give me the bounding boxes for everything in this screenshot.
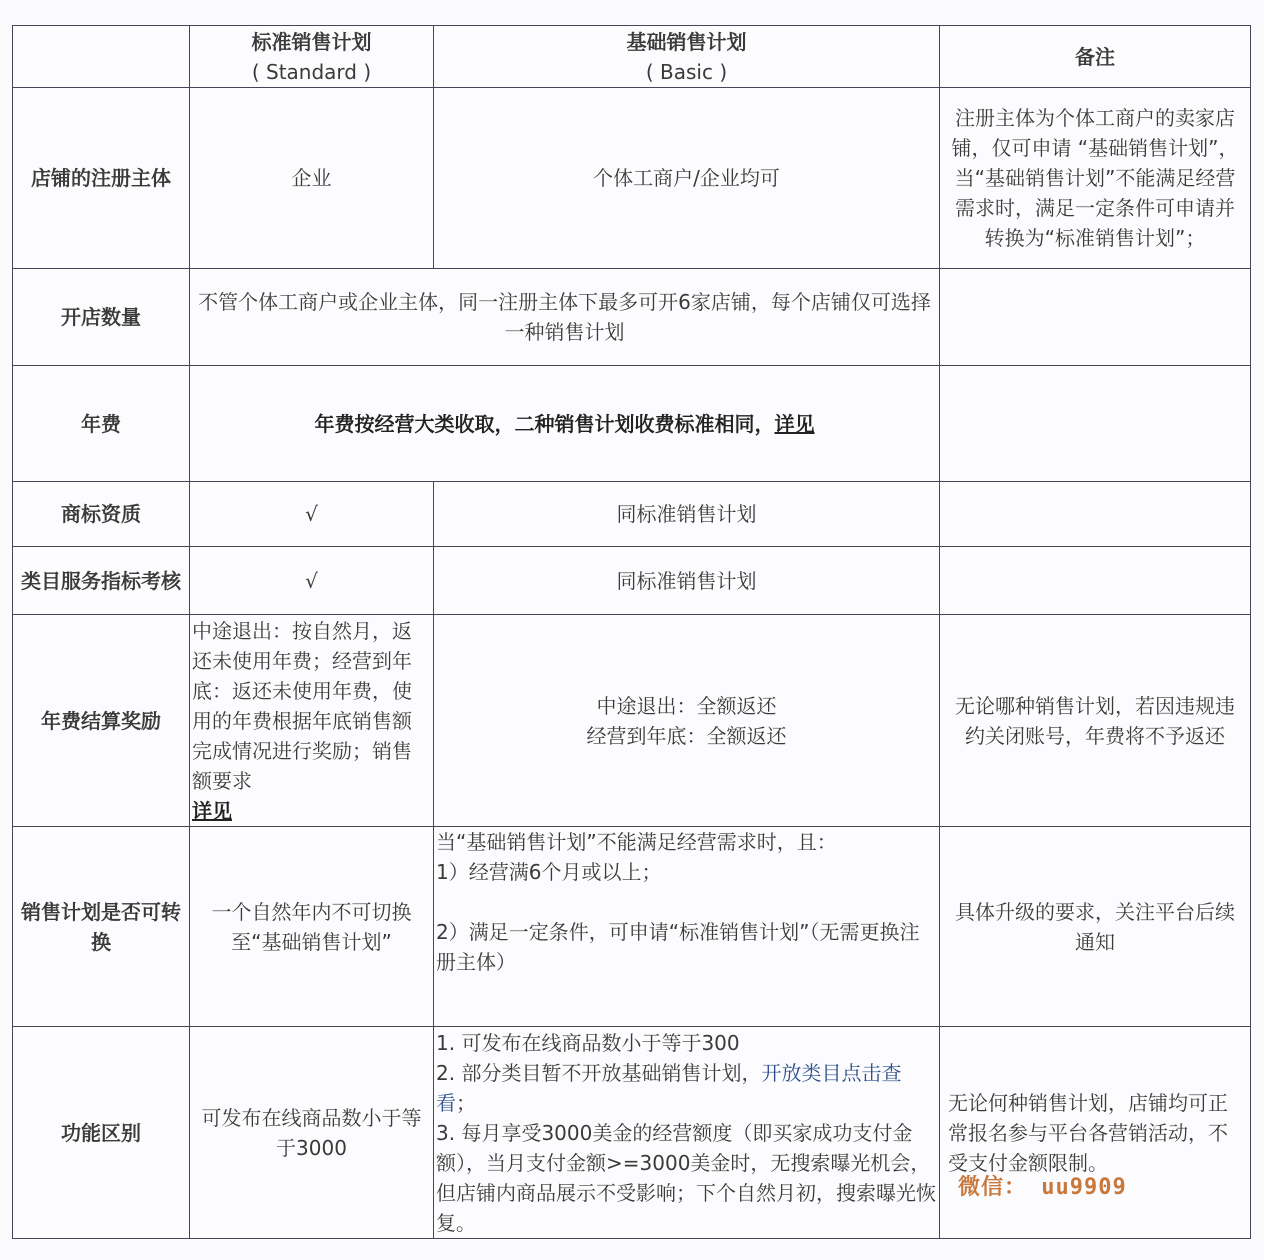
header-standard-name: 标准销售计划 xyxy=(251,29,372,54)
feature-item-2 xyxy=(436,1058,937,1118)
cell-basic xyxy=(434,827,940,1027)
table-row-store-count xyxy=(13,269,1251,366)
cell-remark: 具体升级的要求，关注平台后续通知 xyxy=(940,827,1251,1027)
cell-standard xyxy=(190,615,434,827)
cell-remark: 无论何种销售计划，店铺均可正常报名参与平台各营销活动，不受支付金额限制。 xyxy=(940,1027,1251,1239)
sales-plan-comparison-table xyxy=(12,25,1251,1239)
basic-line-2: 1）经营满6个月或以上； xyxy=(436,860,662,884)
cell-basic xyxy=(434,1027,940,1239)
header-empty-cell xyxy=(13,26,190,88)
basic-line-1: 当“基础销售计划”不能满足经营需求时，且： xyxy=(436,830,837,854)
basic-line-1: 中途退出：全额返还 xyxy=(596,693,777,718)
blank-line xyxy=(436,887,937,917)
header-standard-en: ( Standard ) xyxy=(251,59,372,84)
row-label: 店铺的注册主体 xyxy=(13,88,190,269)
header-remark: 备注 xyxy=(940,26,1251,88)
row-label: 销售计划是否可转换 xyxy=(13,827,190,1027)
fee-settlement-standard-text: 中途退出：按自然月，返还未使用年费；经营到年底：返还未使用年费，使用的年费根据年底销售额完成情况进行奖励；销售额要求 xyxy=(192,618,412,793)
sales-requirement-details-link[interactable]: 详见 xyxy=(192,798,232,823)
cell-remark: 注册主体为个体工商户的卖家店铺，仅可申请 “基础销售计划”，当“基础销售计划”不能满足经营需求时，满足一定条件可申请并转换为“标准销售计划”； xyxy=(940,88,1251,269)
feature-item-3: 3. 每月享受3000美金的经营额度（即买家成功支付金额），当月支付金额>=3000美金时，无搜索曝光机会，但店铺内商品展示不受影响；下个自然月初，搜索曝光恢复。 xyxy=(436,1120,936,1235)
feature-item-2-tail: ； xyxy=(456,1090,476,1115)
cell-merged: 不管个体工商户或企业主体，同一注册主体下最多可开6家店铺，每个店铺仅可选择一种销售计划 xyxy=(190,269,940,366)
cell-standard: √ xyxy=(190,547,434,615)
cell-basic: 同标准销售计划 xyxy=(434,482,940,547)
header-row xyxy=(13,26,1251,88)
cell-merged xyxy=(190,366,940,482)
cell-basic xyxy=(434,615,940,827)
table-row-category-kpi xyxy=(13,547,1251,615)
watermark-text: 微信： uu9909 xyxy=(958,1175,1127,1200)
annual-fee-text: 年费按经营大类收取，二种销售计划收费标准相同， xyxy=(314,411,775,436)
row-label: 开店数量 xyxy=(13,269,190,366)
header-basic-en: ( Basic ) xyxy=(645,59,728,84)
table-row-annual-fee xyxy=(13,366,1251,482)
cell-remark xyxy=(940,547,1251,615)
feature-item-1: 1. 可发布在线商品数小于等于300 xyxy=(436,1030,740,1055)
table-row-fee-settlement xyxy=(13,615,1251,827)
row-label: 商标资质 xyxy=(13,482,190,547)
row-label: 年费 xyxy=(13,366,190,482)
row-label: 功能区别 xyxy=(13,1027,190,1239)
header-basic-name: 基础销售计划 xyxy=(626,29,747,54)
table-row-trademark xyxy=(13,482,1251,547)
basic-line-3: 2）满足一定条件，可申请“标准销售计划”（无需更换注册主体） xyxy=(436,920,920,974)
cell-remark xyxy=(940,482,1251,547)
table-row-registration xyxy=(13,88,1251,269)
table-row-features xyxy=(13,1027,1251,1239)
cell-remark: 无论哪种销售计划，若因违规违约关闭账号，年费将不予返还 xyxy=(940,615,1251,827)
cell-standard: √ xyxy=(190,482,434,547)
cell-remark xyxy=(940,269,1251,366)
cell-basic: 个体工商户/企业均可 xyxy=(434,88,940,269)
cell-standard: 可发布在线商品数小于等于3000 xyxy=(190,1027,434,1239)
cell-remark xyxy=(940,366,1251,482)
feature-item-2-text: 2. 部分类目暂不开放基础销售计划， xyxy=(436,1060,762,1085)
cell-standard: 一个自然年内不可切换至“基础销售计划” xyxy=(190,827,434,1027)
annual-fee-details-link[interactable]: 详见 xyxy=(774,411,815,436)
cell-basic: 同标准销售计划 xyxy=(434,547,940,615)
table-row-plan-switch xyxy=(13,827,1251,1027)
row-label: 年费结算奖励 xyxy=(13,615,190,827)
open-categories-link[interactable]: 开放类目点击查看 xyxy=(436,1060,902,1115)
basic-line-2: 经营到年底：全额返还 xyxy=(586,723,787,748)
header-basic xyxy=(434,26,940,88)
header-standard xyxy=(190,26,434,88)
cell-standard: 企业 xyxy=(190,88,434,269)
row-label: 类目服务指标考核 xyxy=(13,547,190,615)
